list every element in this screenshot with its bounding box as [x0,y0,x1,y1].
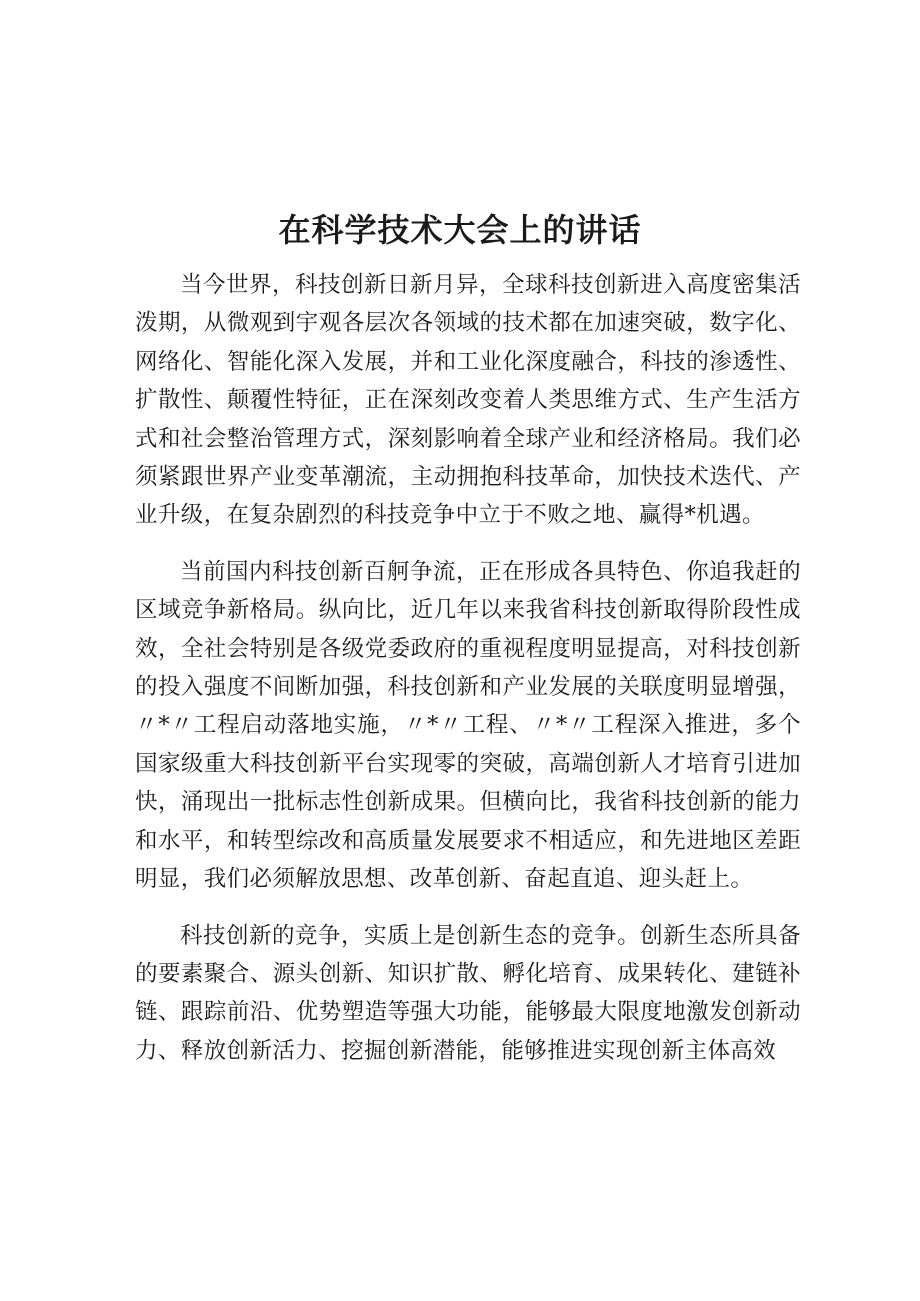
paragraph-3: 科技创新的竞争，实质上是创新生态的竞争。创新生态所具备的要素聚合、源头创新、知识扩散、孵化培育、成果转化、建链补链、跟踪前沿、优势塑造等强大功能，能够最大限度地激发创新动力、释放创新活力、挖掘创新潜能，能够推进实现创新主体高效 [135,922,801,1064]
document-title: 在科学技术大会上的讲话 [278,211,642,249]
paragraph-1: 当今世界，科技创新日新月异，全球科技创新进入高度密集活泼期，从微观到宇观各层次各领域的技术都在加速突破，数字化、网络化、智能化深入发展，并和工业化深度融合，科技的渗透性、扩散性、颠覆性特征，正在深刻改变着人类思维方式、生产生活方式和社会整治管理方式，深刻影响着全球产业和经济格局。我们必须紧跟世界产业变革潮流，主动拥抱科技革命，加快技术迭代、产业升级，在复杂剧烈的科技竞争中立于不败之地、赢得*机遇。 [135,272,801,529]
paragraph-2: 当前国内科技创新百舸争流，正在形成各具特色、你追我赶的区域竞争新格局。纵向比，近几年以来我省科技创新取得阶段性成效，全社会特别是各级党委政府的重视程度明显提高，对科技创新的投入强度不间断加强，科技创新和产业发展的关联度明显增强，〃*〃工程启动落地实施，〃*〃工程、〃*〃工程深入推进，多个国家级重大科技创新平台实现零的突破，高端创新人才培育引进加快，涌现出一批标志性创新成果。但横向比，我省科技创新的能力和水平，和转型综改和高质量发展要求不相适应，和先进地区差距明显，我们必须解放思想、改革创新、奋起直追、迎头赶上。 [135,558,801,893]
document-body [135,266,801,1088]
